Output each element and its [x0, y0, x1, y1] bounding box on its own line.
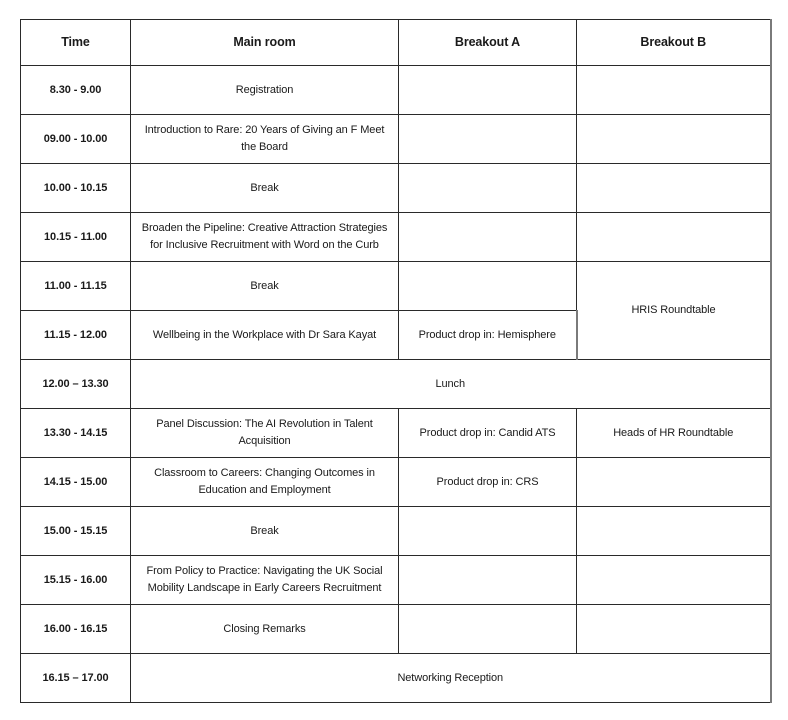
breakout-a-cell [399, 66, 577, 115]
time-cell: 16.15 – 17.00 [21, 654, 131, 703]
breakout-b-cell [577, 213, 771, 262]
header-main-room: Main room [131, 20, 399, 66]
main-room-cell: Break [131, 507, 399, 556]
breakout-a-cell: Product drop in: Hemisphere [399, 311, 577, 360]
merged-cell-networking-reception: Networking Reception [131, 654, 771, 703]
main-room-cell: Broaden the Pipeline: Creative Attraction Strategies for Inclusive Recruitment with Word on the Curb [131, 213, 399, 262]
header-breakout-b: Breakout B [577, 20, 771, 66]
time-cell: 13.30 - 14.15 [21, 409, 131, 458]
time-cell: 11.00 - 11.15 [21, 262, 131, 311]
time-cell: 16.00 - 16.15 [21, 605, 131, 654]
table-row [21, 262, 771, 311]
table-row [21, 213, 771, 262]
main-room-cell: Break [131, 164, 399, 213]
main-room-cell: Closing Remarks [131, 605, 399, 654]
main-room-cell: Wellbeing in the Workplace with Dr Sara Kayat [131, 311, 399, 360]
table-row [21, 605, 771, 654]
table-row [21, 66, 771, 115]
time-cell: 8.30 - 9.00 [21, 66, 131, 115]
time-cell: 09.00 - 10.00 [21, 115, 131, 164]
main-room-cell: Introduction to Rare: 20 Years of Giving an F Meet the Board [131, 115, 399, 164]
time-cell: 10.00 - 10.15 [21, 164, 131, 213]
breakout-b-cell: Heads of HR Roundtable [577, 409, 771, 458]
breakout-a-cell [399, 556, 577, 605]
main-room-cell: Registration [131, 66, 399, 115]
breakout-b-cell-hris-roundtable: HRIS Roundtable [577, 262, 771, 360]
breakout-a-cell [399, 213, 577, 262]
header-breakout-a: Breakout A [399, 20, 577, 66]
event-schedule-table [20, 19, 772, 703]
table-row [21, 409, 771, 458]
breakout-b-cell [577, 164, 771, 213]
merged-cell-lunch: Lunch [131, 360, 771, 409]
time-cell: 12.00 – 13.30 [21, 360, 131, 409]
breakout-b-cell [577, 507, 771, 556]
breakout-b-cell [577, 115, 771, 164]
breakout-a-cell [399, 115, 577, 164]
time-cell: 11.15 - 12.00 [21, 311, 131, 360]
breakout-a-cell: Product drop in: Candid ATS [399, 409, 577, 458]
breakout-a-cell [399, 507, 577, 556]
breakout-b-cell [577, 458, 771, 507]
breakout-b-cell [577, 605, 771, 654]
main-room-cell: Panel Discussion: The AI Revolution in Talent Acquisition [131, 409, 399, 458]
table-row [21, 556, 771, 605]
main-room-cell: Break [131, 262, 399, 311]
main-room-cell: Classroom to Careers: Changing Outcomes in Education and Employment [131, 458, 399, 507]
breakout-a-cell [399, 262, 577, 311]
table-row [21, 360, 771, 409]
time-cell: 14.15 - 15.00 [21, 458, 131, 507]
breakout-a-cell [399, 605, 577, 654]
breakout-a-cell [399, 164, 577, 213]
breakout-a-cell: Product drop in: CRS [399, 458, 577, 507]
table-row [21, 115, 771, 164]
time-cell: 15.00 - 15.15 [21, 507, 131, 556]
table-row [21, 164, 771, 213]
header-row [21, 20, 771, 66]
breakout-b-cell [577, 556, 771, 605]
breakout-b-cell [577, 66, 771, 115]
time-cell: 15.15 - 16.00 [21, 556, 131, 605]
table-row [21, 507, 771, 556]
main-room-cell: From Policy to Practice: Navigating the UK Social Mobility Landscape in Early Careers Recruitment [131, 556, 399, 605]
table-row [21, 458, 771, 507]
table-row [21, 654, 771, 703]
time-cell: 10.15 - 11.00 [21, 213, 131, 262]
header-time: Time [21, 20, 131, 66]
